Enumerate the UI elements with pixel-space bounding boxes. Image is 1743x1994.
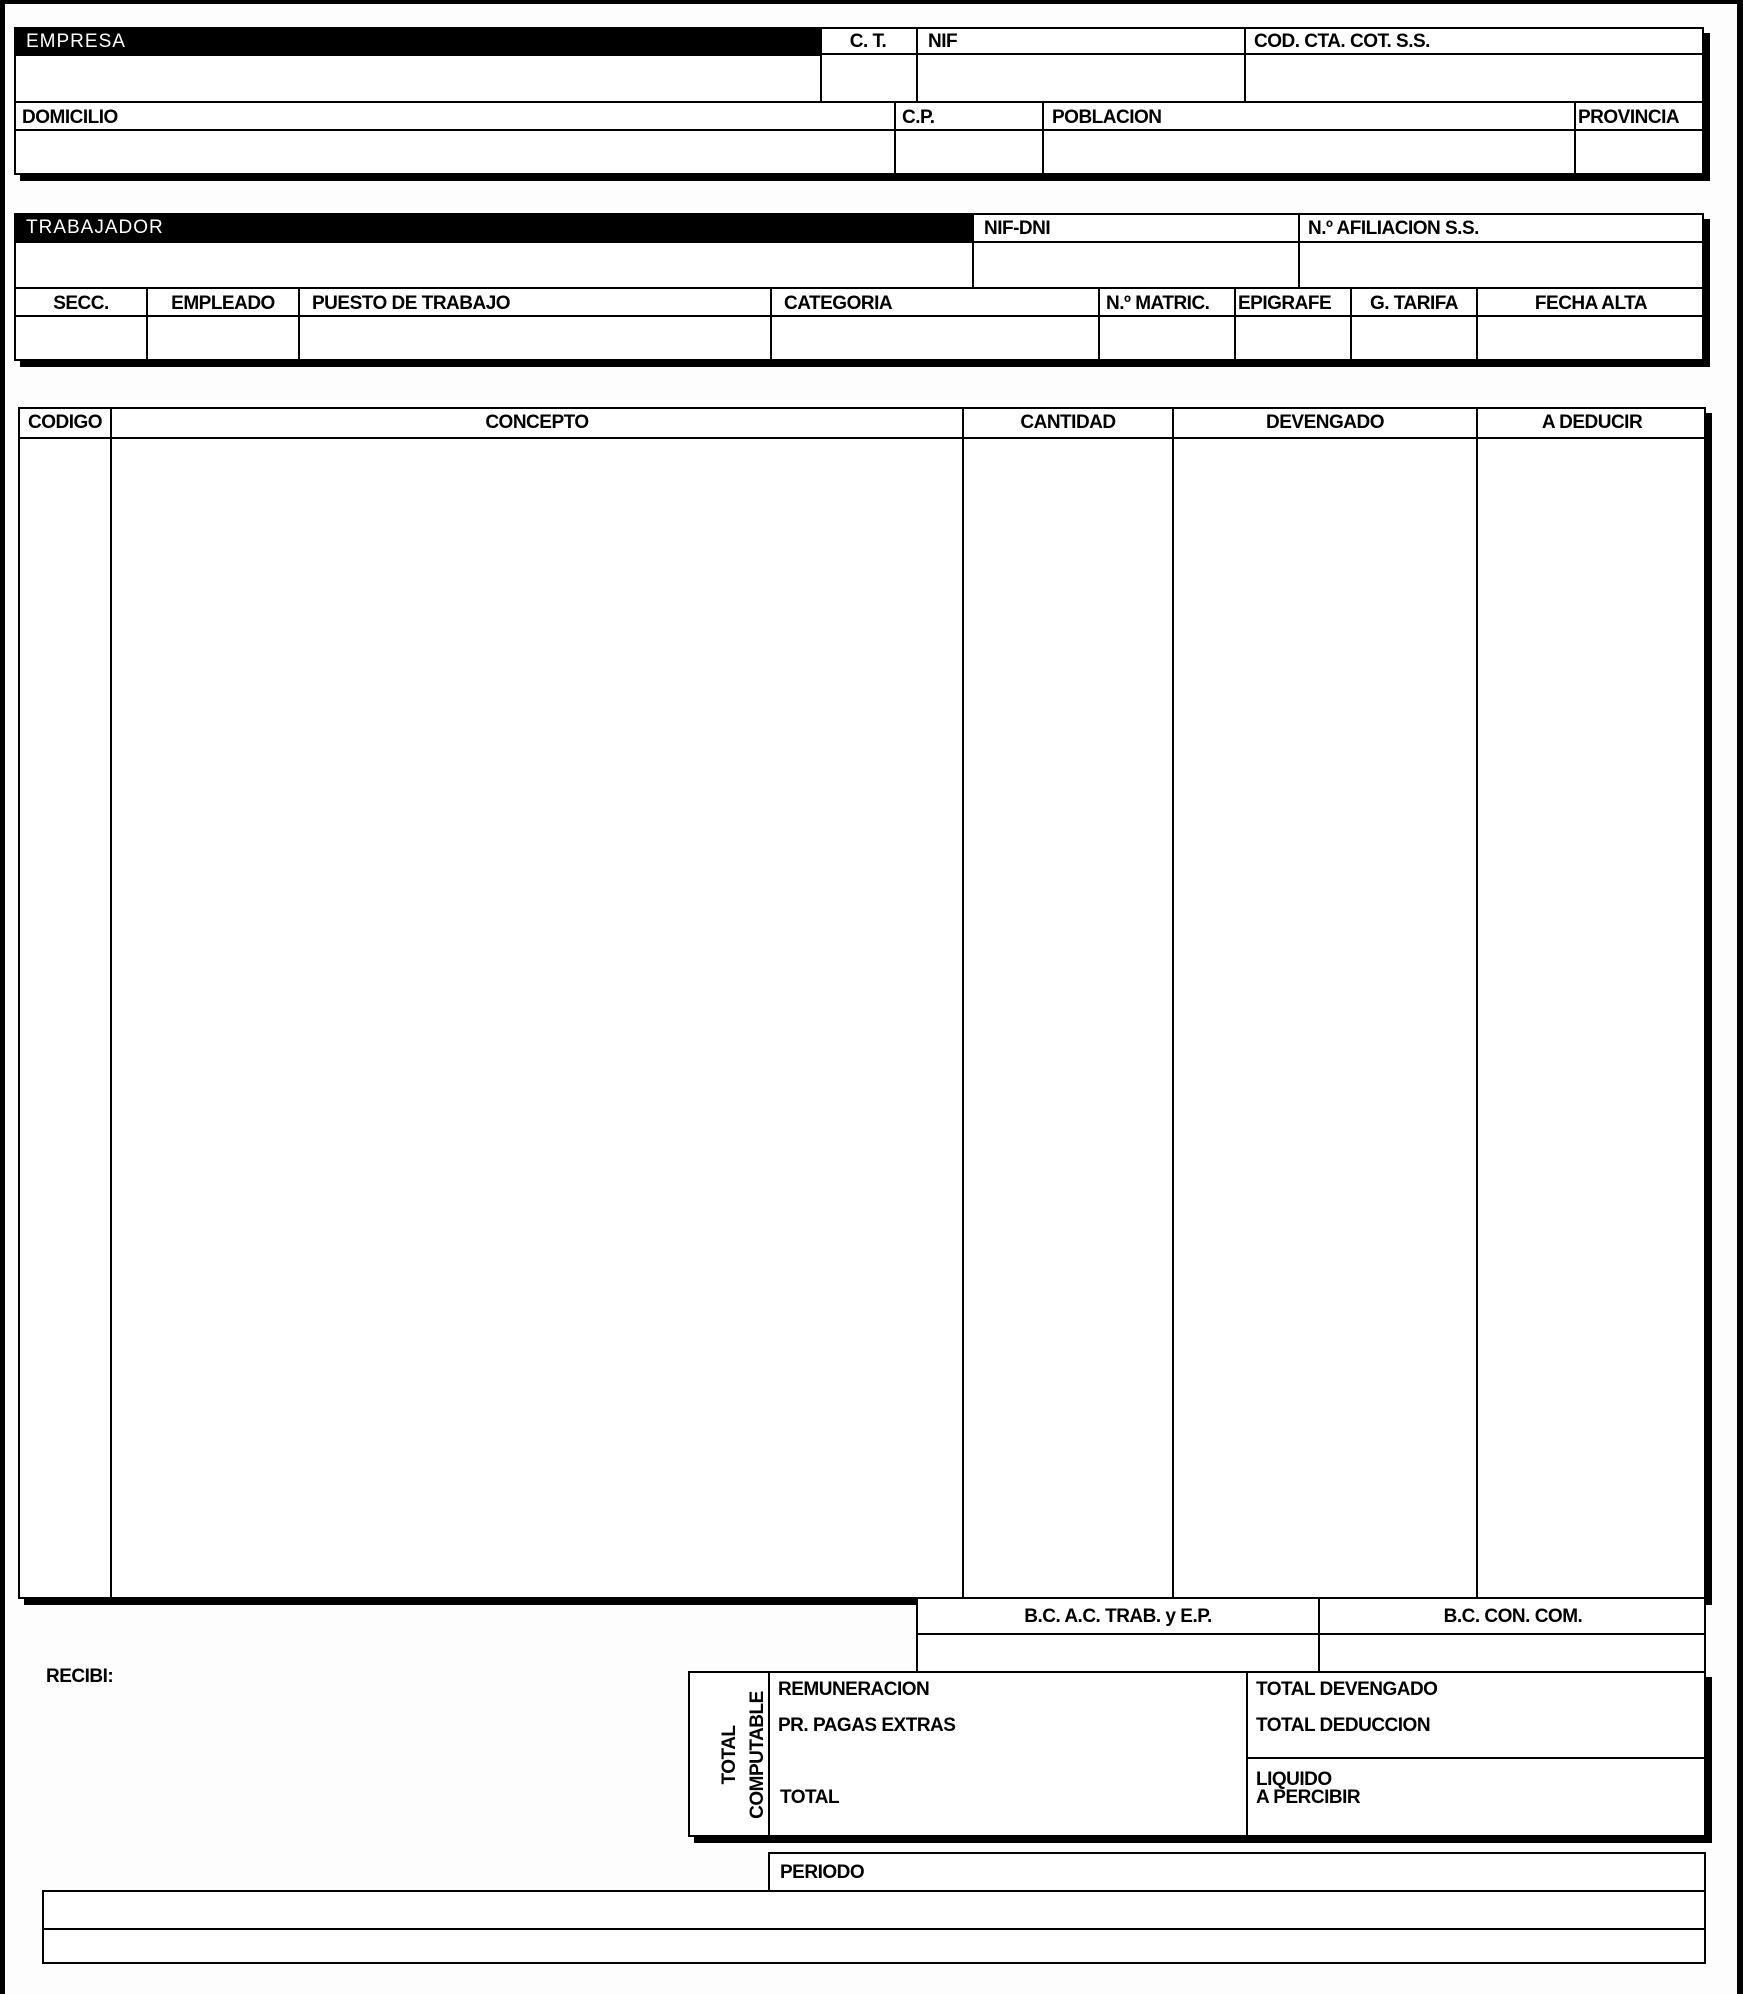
trabajador-name-field[interactable]	[16, 243, 970, 287]
devengado-header: DEVENGADO	[1266, 412, 1384, 433]
periodo-field[interactable]	[44, 1892, 1706, 1928]
computable-vertical-label: COMPUTABLE	[747, 1691, 768, 1819]
fecha-alta-label: FECHA ALTA	[1534, 293, 1648, 314]
total-vertical-label: TOTAL	[719, 1725, 740, 1785]
provincia-label: PROVINCIA	[1578, 107, 1680, 128]
cod-cta-field[interactable]	[1246, 55, 1704, 101]
epigrafe-field[interactable]	[1236, 317, 1348, 361]
trabajador-title: TRABAJADOR	[16, 215, 972, 243]
empresa-section	[14, 27, 1704, 175]
periodo-label: PERIODO	[780, 1862, 865, 1883]
cp-field[interactable]	[896, 131, 1040, 175]
cantidad-column[interactable]	[964, 439, 1170, 1599]
pagas-extras-label: PR. PAGAS EXTRAS	[778, 1715, 956, 1736]
puesto-field[interactable]	[300, 317, 768, 361]
nif-field[interactable]	[918, 55, 1242, 101]
tarifa-field[interactable]	[1352, 317, 1474, 361]
scan-border-left	[0, 0, 5, 1994]
codigo-header: CODIGO	[27, 412, 103, 433]
total-devengado-label: TOTAL DEVENGADO	[1256, 1679, 1438, 1700]
domicilio-field[interactable]	[16, 131, 892, 175]
total-deduccion-field[interactable]	[1480, 1713, 1700, 1743]
scan-border-top	[0, 0, 1743, 4]
cp-label: C.P.	[902, 107, 935, 128]
concepto-column[interactable]	[112, 439, 960, 1599]
secc-field[interactable]	[16, 317, 144, 361]
periodo-box	[42, 1890, 1706, 1964]
matric-field[interactable]	[1100, 317, 1232, 361]
total-computable-field[interactable]	[990, 1783, 1240, 1813]
total-deduccion-label: TOTAL DEDUCCION	[1256, 1715, 1431, 1736]
afiliacion-field[interactable]	[1300, 243, 1704, 287]
puesto-label: PUESTO DE TRABAJO	[312, 293, 511, 314]
pagas-extras-field[interactable]	[990, 1713, 1240, 1743]
bases-box	[916, 1599, 1706, 1673]
recibi-signature-area[interactable]	[46, 1692, 666, 1822]
concepto-header: CONCEPTO	[485, 412, 589, 433]
empleado-label: EMPLEADO	[171, 293, 275, 314]
epigrafe-label: EPIGRAFE	[1238, 293, 1332, 314]
codigo-column[interactable]	[20, 439, 108, 1599]
fecha-alta-field[interactable]	[1478, 317, 1704, 361]
bc-con-field[interactable]	[1320, 1635, 1706, 1671]
remuneracion-field[interactable]	[990, 1677, 1240, 1707]
bc-ac-field[interactable]	[918, 1635, 1316, 1671]
afiliacion-label: N.º AFILIACION S.S.	[1308, 218, 1479, 239]
empleado-field[interactable]	[148, 317, 296, 361]
scan-border-right	[1737, 0, 1743, 1994]
poblacion-label: POBLACION	[1052, 107, 1162, 128]
total-computable-label: TOTAL	[780, 1787, 840, 1808]
empresa-name-field[interactable]	[16, 56, 818, 101]
empresa-title: EMPRESA	[16, 29, 820, 56]
nif-dni-field[interactable]	[974, 243, 1296, 287]
nif-dni-label: NIF-DNI	[984, 218, 1051, 239]
periodo-header	[768, 1852, 1706, 1892]
provincia-field[interactable]	[1576, 131, 1704, 175]
ct-field[interactable]	[822, 55, 914, 101]
cod-cta-label: COD. CTA. COT. S.S.	[1254, 31, 1430, 52]
total-devengado-field[interactable]	[1480, 1677, 1700, 1707]
domicilio-label: DOMICILIO	[22, 107, 118, 128]
deducir-column[interactable]	[1478, 439, 1706, 1599]
liquido-label-line1: LIQUIDO	[1256, 1769, 1332, 1790]
devengado-column[interactable]	[1174, 439, 1474, 1599]
liquido-label-line2: A PERCIBIR	[1256, 1787, 1361, 1808]
categoria-label: CATEGORIA	[784, 293, 893, 314]
ct-label: C. T.	[849, 31, 887, 52]
poblacion-field[interactable]	[1044, 131, 1572, 175]
secc-label: SECC.	[53, 293, 109, 314]
bc-ac-label: B.C. A.C. TRAB. y E.P.	[1024, 1606, 1212, 1627]
remuneracion-label: REMUNERACION	[778, 1679, 930, 1700]
periodo-field-2[interactable]	[44, 1930, 1706, 1964]
nif-label: NIF	[928, 31, 958, 52]
matric-label: N.º MATRIC.	[1106, 293, 1210, 314]
deducir-header: A DEDUCIR	[1541, 412, 1643, 433]
categoria-field[interactable]	[772, 317, 1096, 361]
recibi-label: RECIBI:	[46, 1666, 114, 1687]
cantidad-header: CANTIDAD	[1020, 412, 1116, 433]
conceptos-table	[18, 407, 1706, 1599]
bc-con-label: B.C. CON. COM.	[1443, 1606, 1583, 1627]
totales-box	[688, 1671, 1706, 1837]
liquido-field[interactable]	[1450, 1765, 1700, 1825]
tarifa-label: G. TARIFA	[1369, 293, 1459, 314]
trabajador-section	[14, 213, 1704, 361]
